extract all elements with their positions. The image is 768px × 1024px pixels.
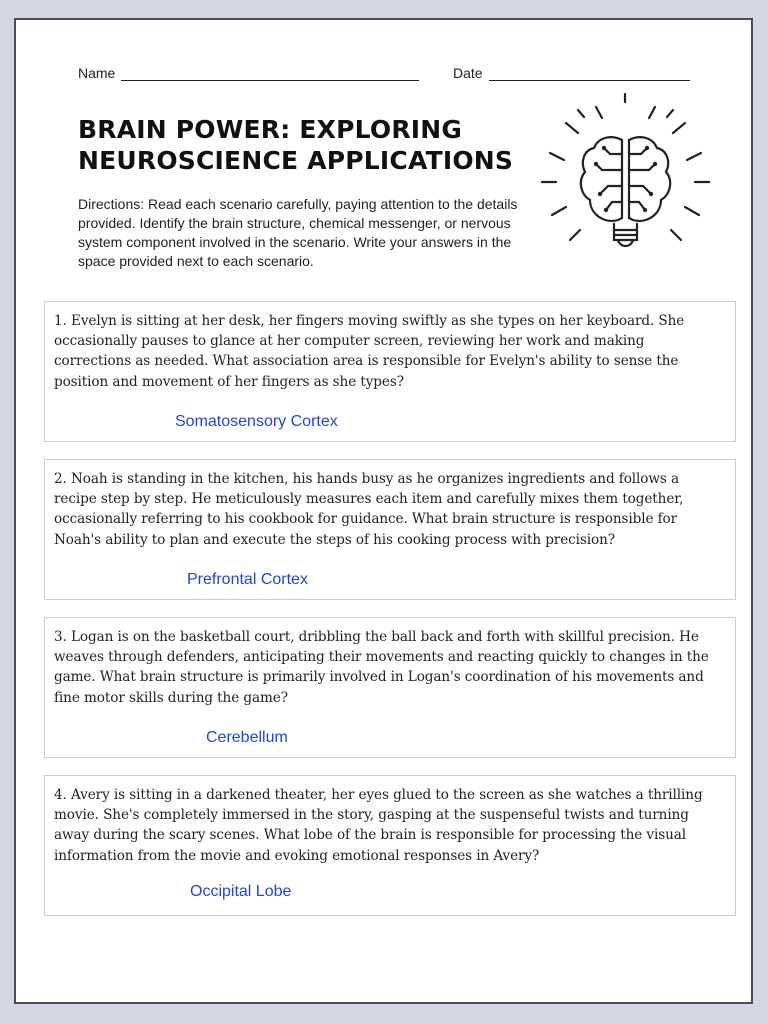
question-card-4 [44,775,736,916]
question-text: 1. Evelyn is sitting at her desk, her fingers moving swiftly as she types on her keyboard. She occasionally pauses to glance at her computer screen, reviewing her work and making corrections as needed. What association area is responsible for Evelyn's ability to sense the position and movement of her fingers as she types? [54,313,685,390]
page-title [78,114,513,176]
question-card-3 [44,617,736,758]
brain-lightbulb-icon [532,90,722,262]
question-text: 3. Logan is on the basketball court, dribbling the ball back and forth with skillful precision. He weaves through defenders, anticipating their movements and reacting quickly to changes in the game. What brain structure is primarily involved in Logan's coordination of his movements and fine motor skills during the game? [54,629,709,706]
directions-text: Directions: Read each scenario carefully, paying attention to the details provided. Identify the brain structure, chemical messenger, or nervous system component involved in the scenario. Write your answers in the space provided next to each scenario. [78,196,518,269]
name-line[interactable] [121,66,419,81]
answer-text[interactable]: Somatosensory Cortex [175,413,338,430]
date-line[interactable] [489,66,690,81]
question-text: 4. Avery is sitting in a darkened theater, her eyes glued to the screen as she watches a thrilling movie. She's completely immersed in the story, gasping at the suspenseful twists and turning away during the scary scenes. What lobe of the brain is responsible for processing the visual information from the movie and evoking emotional responses in Avery? [54,787,703,864]
date-field[interactable] [453,65,690,81]
title-line-2: NEUROSCIENCE APPLICATIONS [78,146,514,175]
name-label: Name [78,65,116,81]
date-label: Date [453,65,483,81]
worksheet-page [14,18,753,1004]
question-card-2 [44,459,736,600]
name-field[interactable] [78,65,419,81]
question-card-1 [44,301,736,442]
title-line-1: BRAIN POWER: EXPLORING [78,115,463,144]
answer-text[interactable]: Cerebellum [206,729,288,746]
answer-text[interactable]: Occipital Lobe [190,883,292,900]
question-text: 2. Noah is standing in the kitchen, his hands busy as he organizes ingredients and follows a recipe step by step. He meticulously measures each item and carefully mixes them together, occasionally referring to his cookbook for guidance. What brain structure is responsible for Noah's ability to plan and execute the steps of his cooking process with precision? [54,471,684,548]
answer-text[interactable]: Prefrontal Cortex [187,571,308,588]
